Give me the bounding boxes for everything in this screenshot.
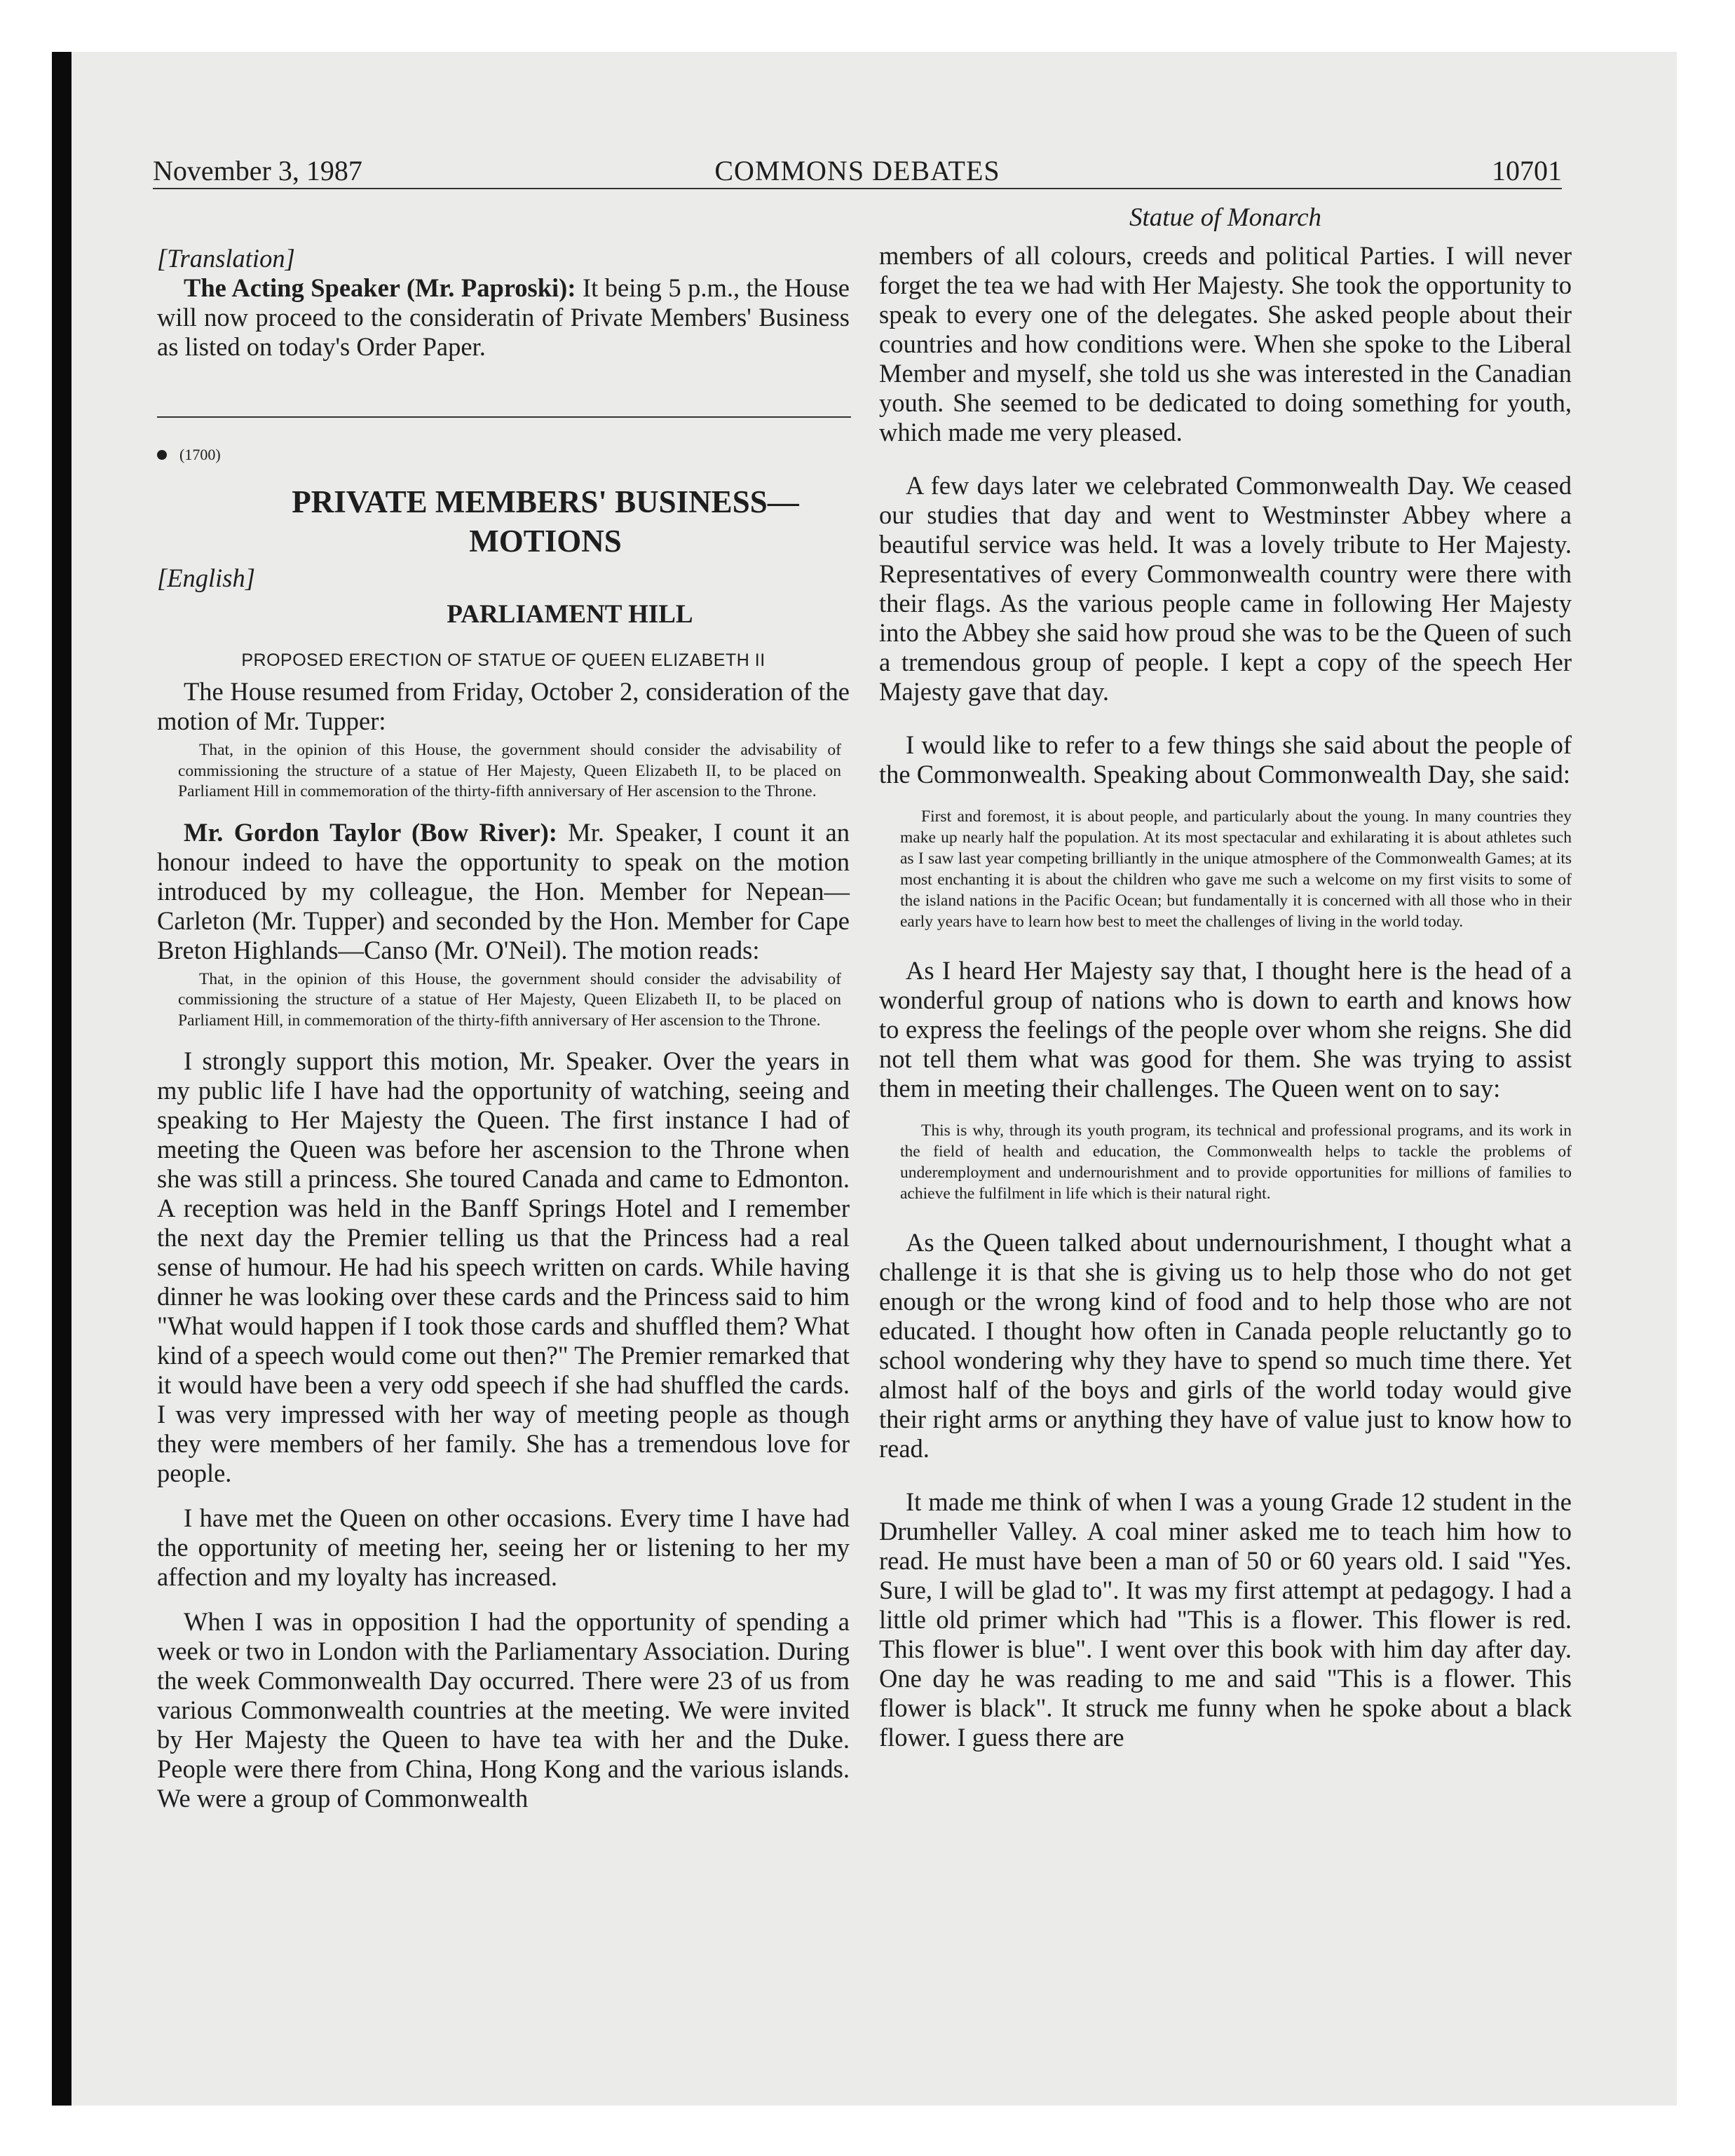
body-paragraph-continued: members of all colours, creeds and political Parties. I will never forget the tea we had with Her Majesty. She took the opportunity to speak to every one of the delegates. She asked people about their countries and how conditions were. When she spoke to the Liberal Member and myself, she told us she was interested in the Canadian youth. She seemed to be dedicated to doing something for youth, which made me very pleased. bbox=[879, 241, 1572, 446]
sub-title: PARLIAMENT HILL bbox=[447, 600, 693, 629]
speaker-name: The Acting Speaker (Mr. Paproski): bbox=[184, 273, 576, 302]
section-divider bbox=[157, 416, 851, 418]
queen-quote-2: This is why, through its youth program, its technical and professional programs, and its work in the field of health and education, the Commonwealth helps to tackle the problems of underemployment and undernourishment and to provide opportunities for millions of families to achieve the fulfilment in life which is their natural right. bbox=[900, 1121, 1572, 1203]
section-title bbox=[157, 482, 850, 561]
header-publication: COMMONS DEBATES bbox=[714, 155, 1000, 186]
body-paragraph: When I was in opposition I had the opportunity of spending a week or two in London with the Parliamentary Association. During the week Commonwealth Day occurred. There were 23 of us from various Commonwealth countries at the meeting. We were invited by Her Majesty the Queen to have tea with her and the Duke. People were there from China, Hong Kong and the various islands. We were a group of Commonwealth bbox=[157, 1607, 850, 1813]
page-header bbox=[153, 153, 1562, 189]
left-column bbox=[157, 203, 850, 1813]
motion-quote-2: That, in the opinion of this House, the government should consider the advisability of commissioning the structure of a statue of Her Majesty, Queen Elizabeth II, to be placed on Parliament Hill, in commemoration of the thirty-fifth anniversary of Her ascension to the Throne. bbox=[178, 969, 841, 1030]
body-paragraph: It made me think of when I was a young Grade 12 student in the Drumheller Valley. A coal miner asked me to teach him how to read. He must have been a man of 50 or 60 years old. I said "Yes. Sure, I will be glad to". It was my first attempt at pedagogy. I had a little old primer which had "This is a flower. This flower is red. This flower is blue". I went over this book with him day after day. One day he was reading to me and said "This is a flower. This flower is black". It struck me funny when he spoke about a black flower. I guess there are bbox=[879, 1487, 1572, 1752]
time-marker-label: (1700) bbox=[179, 446, 221, 463]
time-marker bbox=[157, 444, 850, 465]
motion-quote-1: That, in the opinion of this House, the government should consider the advisability of commissioning the structure of a statue of Her Majesty, Queen Elizabeth II, to be placed on Parliament Hill in commemoration of the thirty-fifth anniversary of Her ascension to the Throne. bbox=[178, 741, 841, 800]
section-title-line-2: MOTIONS bbox=[469, 524, 622, 559]
header-rule bbox=[153, 188, 1562, 189]
speaker-name: Mr. Gordon Taylor (Bow River): bbox=[184, 817, 557, 847]
body-paragraph: A few days later we celebrated Commonwealth Day. We ceased our studies that day and went to Westminster Abbey where a beautiful service was held. It was a lovely tribute to Her Majesty. Representatives of every Commonwealth country were there with their flags. As the various people came in following Her Majesty into the Abbey she said how proud she was to be the Queen of such a tremendous group of people. I kept a copy of the speech Her Majesty gave that day. bbox=[879, 471, 1572, 706]
body-paragraph: I have met the Queen on other occasions. Every time I have had the opportunity of meeting her, seeing her or listening to her my affection and my loyalty has increased. bbox=[157, 1503, 850, 1591]
language-tag-english: [English] bbox=[157, 564, 255, 592]
binding-edge bbox=[52, 52, 72, 2106]
motion-title: PROPOSED ERECTION OF STATUE OF QUEEN ELIZABETH II bbox=[241, 650, 766, 670]
queen-quote-1: First and foremost, it is about people, and particularly about the young. In many countries they make up nearly half the population. At its most spectacular and exhilarating it is about athletes such as I saw last year competing brilliantly in the unique atmosphere of the Commonwealth Games; at its most enchanting it is about the children who gave me such a welcome on my first visits to some of the island nations in the Pacific Ocean; but fundamentally it is concerned with all those who in their early years have to learn how best to meet the challenges of living in the world today. bbox=[900, 807, 1572, 931]
body-paragraph: I strongly support this motion, Mr. Speaker. Over the years in my public life I have had the opportunity of watching, seeing and speaking to Her Majesty the Queen. The first instance I had of meeting the Queen was before her ascension to the Throne when she was still a princess. She toured Canada and came to Edmonton. A reception was held in the Banff Springs Hotel and I remember the next day the Premier telling us that the Princess had a real sense of humour. He had his speech written on cards. While having dinner he was looking over these cards and the Princess said to him "What would happen if I took those cards and shuffled them? What kind of a speech would come out then?" The Premier remarked that it would have been a very odd speech if she had shuffled the cards. I was very impressed with her way of meeting people as though they were members of her family. She has a tremendous love for people. bbox=[157, 1046, 850, 1487]
body-paragraph: As the Queen talked about undernourishment, I thought what a challenge it is that she is giving us to help those who do not get enough or the wrong kind of food and to help those who are not educated. I thought how often in Canada people reluctantly go to school wondering why they have to spend so much time there. Yet almost half of the boys and girls of the world today would give their right arms or anything they have of value just to know how to read. bbox=[879, 1228, 1572, 1463]
right-column bbox=[879, 203, 1572, 1752]
header-date: November 3, 1987 bbox=[153, 155, 362, 186]
taylor-paragraph bbox=[157, 818, 850, 965]
resumed-paragraph: The House resumed from Friday, October 2, consideration of the motion of Mr. Tupper: bbox=[157, 677, 850, 735]
body-paragraph: I would like to refer to a few things she said about the people of the Commonwealth. Speaking about Commonwealth Day, she said: bbox=[879, 730, 1572, 789]
body-paragraph: As I heard Her Majesty say that, I thought here is the head of a wonderful group of nations who is down to earth and knows how to express the feelings of the people over whom she reigns. She did not tell them what was good for them. She was trying to assist them in meeting their challenges. The Queen went on to say: bbox=[879, 956, 1572, 1103]
language-tag-translation: [Translation] bbox=[157, 244, 295, 273]
bullet-icon bbox=[157, 450, 167, 460]
paragraph-text: It being 5 p.m., the House will now proceed to the consideratin of Private Members' Business as listed on today's Order Paper. bbox=[157, 273, 850, 361]
header-page-number: 10701 bbox=[1492, 155, 1562, 186]
section-title-line-1: PRIVATE MEMBERS' BUSINESS— bbox=[292, 484, 799, 519]
running-title: Statue of Monarch bbox=[1129, 203, 1322, 232]
paragraph-text: Mr. Speaker, I count it an honour indeed to have the opportunity to speak on the motion introduced by my colleague, the Hon. Member for Nepean—Carleton (Mr. Tupper) and seconded by the Hon. Member for Cape Breton Highlands—Canso (Mr. O'Neil). The motion reads: bbox=[157, 817, 850, 964]
acting-speaker-paragraph bbox=[157, 273, 850, 362]
